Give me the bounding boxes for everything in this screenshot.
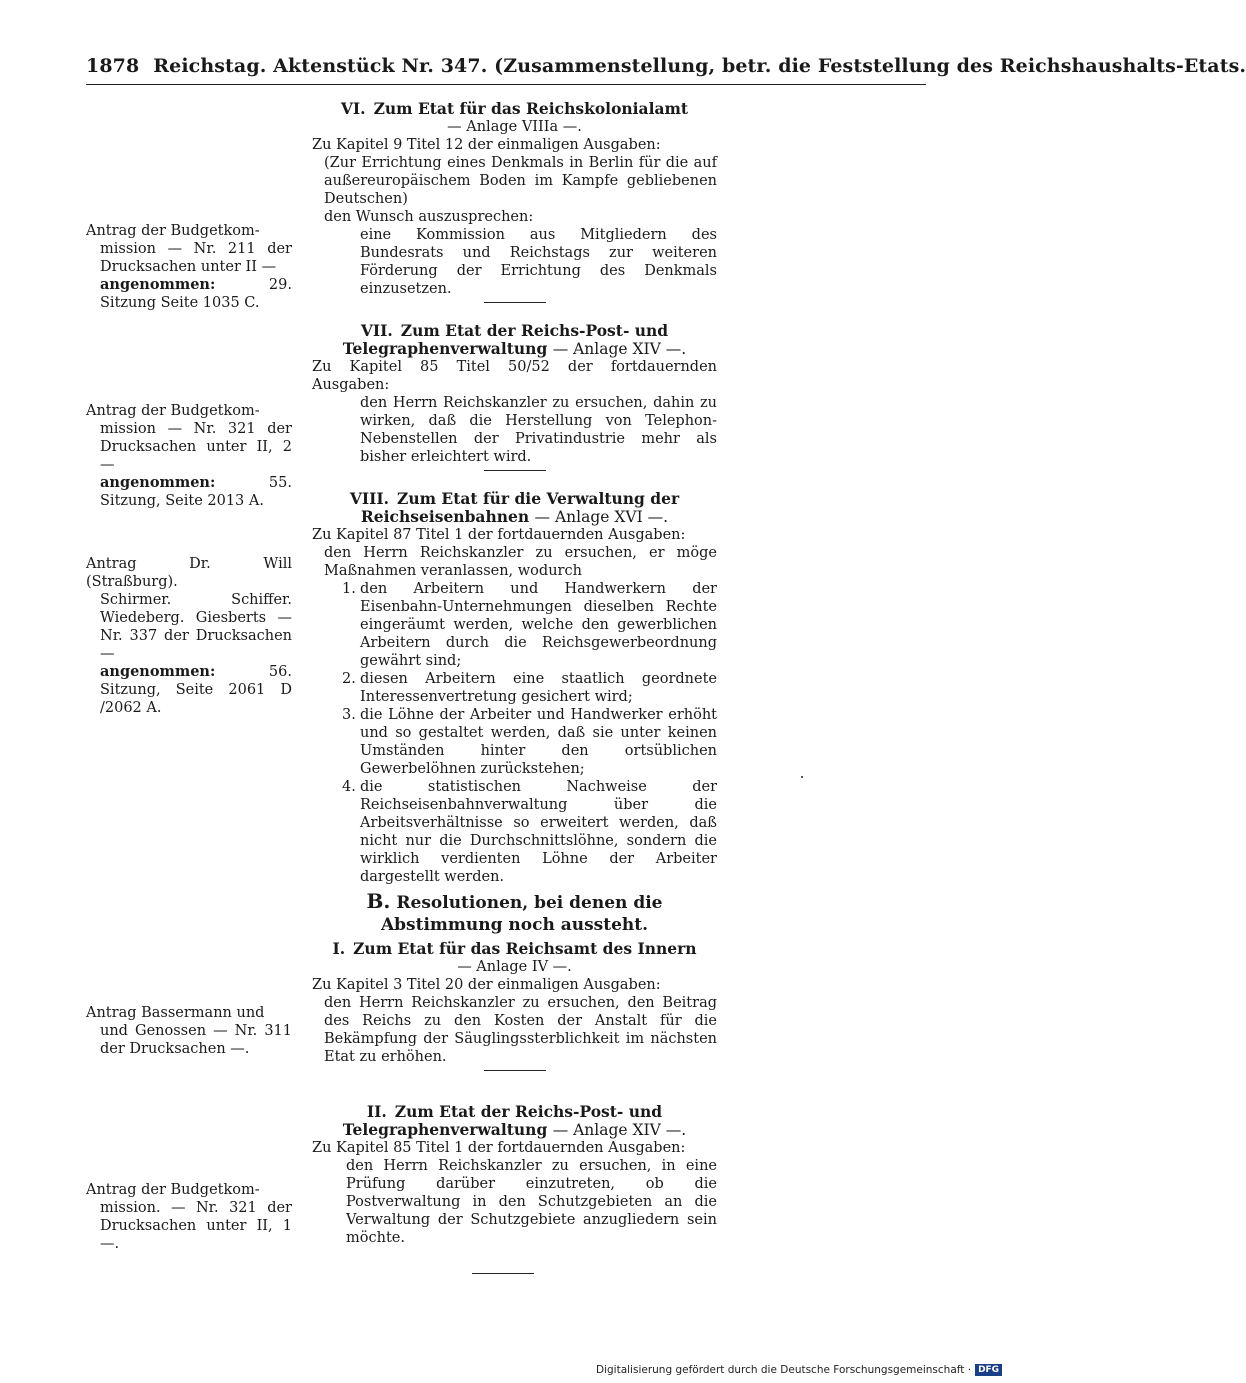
section-divider	[484, 470, 546, 471]
section-divider	[484, 1070, 546, 1071]
section-vi	[312, 100, 717, 303]
parenthetical-note: (Zur Errichtung eines Denkmals in Berlin für die auf außereuropäischem Boden im Kampfe gebliebenen Deutschen)	[324, 155, 717, 207]
header-title: Reichstag. Aktenstück Nr. 347. (Zusammenstellung, betr. die Feststellung des Reichshaushalts-Etats.	[153, 55, 1246, 77]
part-heading: B. Resolutionen, bei denen die Abstimmung noch aussteht.	[366, 889, 663, 935]
anlage-label: — Anlage IV —.	[457, 959, 572, 975]
section-heading: VII. Zum Etat der Reichs-Post- und Telegraphenverwaltung — Anlage XIV —.	[342, 321, 687, 358]
kapitel-line: Zu Kapitel 87 Titel 1 der fortdauernden Ausgaben:	[312, 527, 686, 543]
list-item: 3. die Löhne der Arbeiter und Handwerker erhöht und so gestaltet werden, daß sie unter keinen Umständen hinter den ortsüblichen Gewerbelöhnen zurückstehen;	[342, 707, 717, 777]
section-viii	[312, 490, 717, 886]
margin-note: Antrag Dr. Will (Straßburg). Schirmer. Schiffer. Wiedeberg. Giesberts — Nr. 337 der Drucksachen — angenommen: 56. Sitzung, Seite 2061 D /2062 A.	[86, 556, 292, 716]
anlage-label: — Anlage VIIIa —.	[447, 119, 582, 135]
page-header	[86, 55, 1246, 77]
kapitel-line: Zu Kapitel 85 Titel 50/52 der fortdauernden Ausgaben:	[312, 359, 717, 393]
kapitel-line: Zu Kapitel 9 Titel 12 der einmaligen Ausgaben:	[312, 137, 661, 153]
kapitel-line: Zu Kapitel 85 Titel 1 der fortdauernden Ausgaben:	[312, 1140, 686, 1156]
section-heading: I. Zum Etat für das Reichsamt des Innern	[332, 939, 697, 958]
section-heading: II. Zum Etat der Reichs-Post- und Telegraphenverwaltung — Anlage XIV —.	[342, 1102, 687, 1139]
wish-line: den Wunsch auszusprechen:	[324, 209, 534, 225]
print-speck	[801, 776, 803, 778]
resolution-text: eine Kommission aus Mitgliedern des Bundesrats und Reichstags zur weiteren Förderung der Errichtung des Denkmals einzusetzen.	[360, 227, 717, 297]
digitization-footer	[596, 1364, 1002, 1376]
footer-text: Digitalisierung gefördert durch die Deutsche Forschungsgemeinschaft ·	[596, 1364, 972, 1376]
resolution-text: den Herrn Reichskanzler zu ersuchen, in eine Prüfung darüber einzutreten, ob die Postverwaltung in den Schutzgebieten an die Verwaltung der Schutzgebiete anzugliedern sein möchte.	[346, 1158, 717, 1246]
resolution-text: den Herrn Reichskanzler zu ersuchen, dahin zu wirken, daß die Herstellung von Telephon-Nebenstellen der Privatindustrie mehr als bisher erleichtert wird.	[360, 395, 717, 465]
margin-note: Antrag der Budgetkom- mission. — Nr. 321 der Drucksachen unter II, 1 —.	[86, 1182, 292, 1252]
section-heading: VI. Zum Etat für das Reichskolonialamt	[340, 99, 689, 118]
kapitel-line: Zu Kapitel 3 Titel 20 der einmaligen Ausgaben:	[312, 977, 661, 993]
end-rule	[472, 1273, 534, 1274]
section-divider	[484, 302, 546, 303]
margin-note: Antrag der Budgetkom- mission — Nr. 321 der Drucksachen unter II, 2 — angenommen: 55. Sitzung, Seite 2013 A.	[86, 403, 292, 509]
list-item: 4. die statistischen Nachweise der Reichseisenbahnverwaltung über die Arbeitsverhältnisse so erweitert werden, daß nicht nur die Durchschnittslöhne, sondern die wirklich verdienten Löhne der Arbeiter dargestellt werden.	[342, 779, 717, 885]
header-rule	[86, 84, 926, 85]
resolution-items	[312, 580, 717, 886]
list-item: 1. den Arbeitern und Handwerkern der Eisenbahn-Unternehmungen dieselben Rechte eingeräumt werden, welche den gewerblichen Arbeitern durch die Reichsgewerbeordnung gewährt sind;	[342, 581, 717, 669]
section-heading: VIII. Zum Etat für die Verwaltung der Reichseisenbahnen — Anlage XVI —.	[349, 489, 680, 526]
dfg-logo: DFG	[975, 1364, 1002, 1376]
resolution-text: den Herrn Reichskanzler zu ersuchen, den Beitrag des Reichs zu den Kosten der Anstalt für die Bekämpfung der Säuglingssterblichkeit im nächsten Etat zu erhöhen.	[324, 995, 717, 1065]
page-number: 1878	[86, 55, 140, 77]
margin-note: Antrag der Budgetkom- mission — Nr. 211 der Drucksachen unter II — angenommen: 29. Sitzung Seite 1035 C.	[86, 223, 292, 311]
section-b-i	[312, 940, 717, 1071]
part-b-heading	[312, 890, 717, 936]
section-b-ii	[312, 1103, 717, 1247]
list-item: 2. diesen Arbeitern eine staatlich geordnete Interessenvertretung gesichert wird;	[342, 671, 717, 705]
section-vii	[312, 322, 717, 471]
margin-note: Antrag Bassermann und und Genossen — Nr. 311 der Drucksachen —.	[86, 1005, 292, 1057]
resolution-intro: den Herrn Reichskanzler zu ersuchen, er möge Maßnahmen veranlassen, wodurch	[324, 545, 717, 579]
